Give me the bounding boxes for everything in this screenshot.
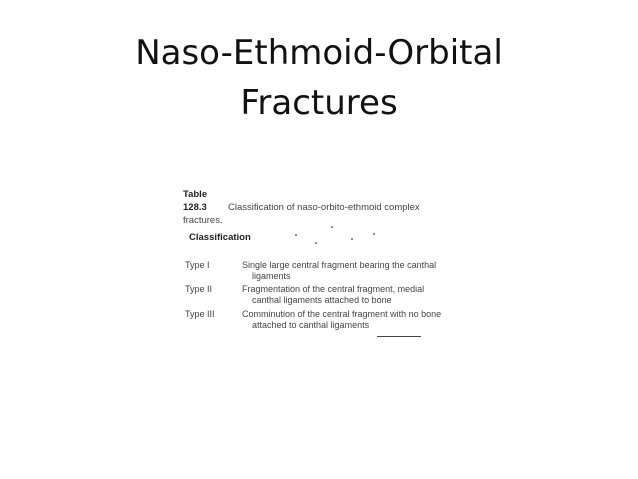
table-caption-continuation: fractures. [183,215,223,226]
table-caption-text: Classification of naso-orbito-ethmoid complex [228,202,420,213]
row-type: Type I [185,260,210,270]
row-description-line: Fragmentation of the central fragment, medial [242,284,425,294]
row-description-line: Single large central fragment bearing the canthal [242,260,437,270]
row-description-line: Comminution of the central fragment with no bone [242,309,442,319]
row-type: Type II [185,284,213,294]
row-description-continuation: ligaments [252,271,291,281]
row-description [242,284,452,306]
classification-table-image [183,188,453,343]
row-description [242,260,452,282]
table-number: Table 128.3 [183,189,208,213]
slide-title-line-1: Naso-Ethmoid-Orbital [135,33,503,73]
table-header-classification: Classification [189,232,251,243]
slide-title-line-2: Fractures [240,83,398,123]
row-description-continuation: attached to canthal ligaments [252,320,370,330]
scan-artifacts [293,224,393,244]
table-caption [183,188,448,227]
row-type: Type III [185,309,215,319]
row-description-continuation: canthal ligaments attached to bone [252,295,392,305]
slide-title [0,28,638,128]
row-description [242,309,452,331]
table-bottom-rule [377,336,421,337]
